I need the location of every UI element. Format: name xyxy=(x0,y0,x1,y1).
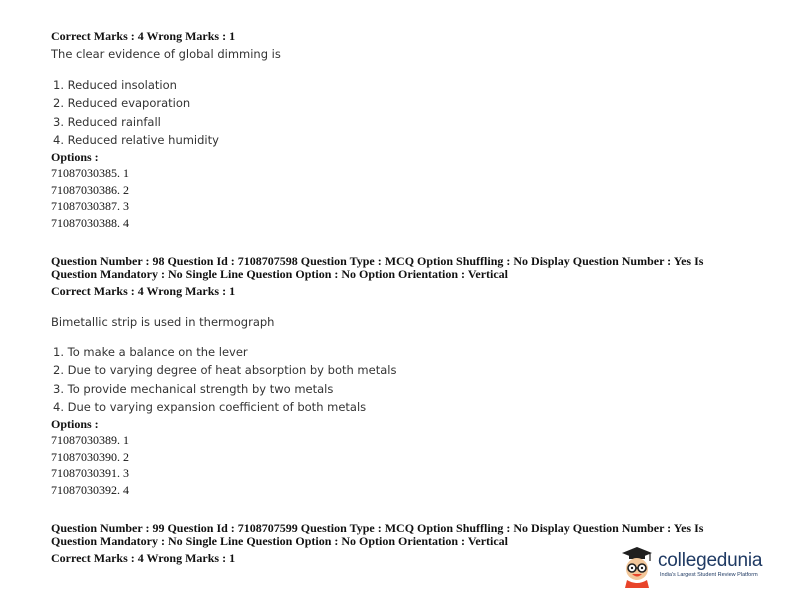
choice-item: 3. Reduced rainfall xyxy=(53,114,161,129)
question-meta-line: Question Number : 99 Question Id : 7108707599 Question Type : MCQ Option Shuffling : No Display Question Number : Yes Is xyxy=(51,521,704,535)
option-id-list xyxy=(51,432,129,499)
choice-item: 2. Due to varying degree of heat absorption by both metals xyxy=(53,363,397,378)
choice-item: 2. Reduced evaporation xyxy=(53,96,191,111)
question-stem: The clear evidence of global dimming is xyxy=(51,47,281,61)
marks-line: Correct Marks : 4 Wrong Marks : 1 xyxy=(51,29,236,43)
marks-line: Correct Marks : 4 Wrong Marks : 1 xyxy=(51,284,236,298)
choice-item: 1. To make a balance on the lever xyxy=(53,345,248,359)
choice-list xyxy=(53,76,219,149)
mascot-icon xyxy=(618,544,656,588)
choice-item: 3. To provide mechanical strength by two metals xyxy=(53,381,334,396)
question-meta-line: Question Mandatory : No Single Line Question Option : No Option Orientation : Vertical xyxy=(51,534,509,548)
choice-list xyxy=(53,343,396,416)
choice-item: 1. Reduced insolation xyxy=(53,78,177,92)
question-stem: Bimetallic strip is used in thermograph xyxy=(51,315,275,329)
question-meta-line: Question Mandatory : No Single Line Question Option : No Option Orientation : Vertical xyxy=(51,267,509,281)
logo-wordmark: collegedunia xyxy=(658,550,763,571)
option-id: 71087030386. 2 xyxy=(51,182,129,197)
question-meta-line: Question Number : 98 Question Id : 7108707598 Question Type : MCQ Option Shuffling : No Display Question Number : Yes Is xyxy=(51,254,704,268)
logo-tagline: India's Largest Student Review Platform xyxy=(660,572,758,578)
marks-line: Correct Marks : 4 Wrong Marks : 1 xyxy=(51,551,236,565)
option-id-list xyxy=(51,165,129,232)
choice-item: 4. Reduced relative humidity xyxy=(53,132,219,147)
options-label: Options : xyxy=(51,150,99,164)
option-id: 71087030388. 4 xyxy=(51,216,129,231)
option-id: 71087030389. 1 xyxy=(51,433,129,447)
option-id: 71087030391. 3 xyxy=(51,466,129,481)
collegedunia-logo xyxy=(618,544,768,588)
question-meta xyxy=(51,255,731,281)
option-id: 71087030385. 1 xyxy=(51,166,129,180)
choice-item: 4. Due to varying expansion coefficient of both metals xyxy=(53,399,367,414)
option-id: 71087030387. 3 xyxy=(51,199,129,214)
options-label: Options : xyxy=(51,417,99,431)
option-id: 71087030392. 4 xyxy=(51,483,129,498)
option-id: 71087030390. 2 xyxy=(51,449,129,464)
